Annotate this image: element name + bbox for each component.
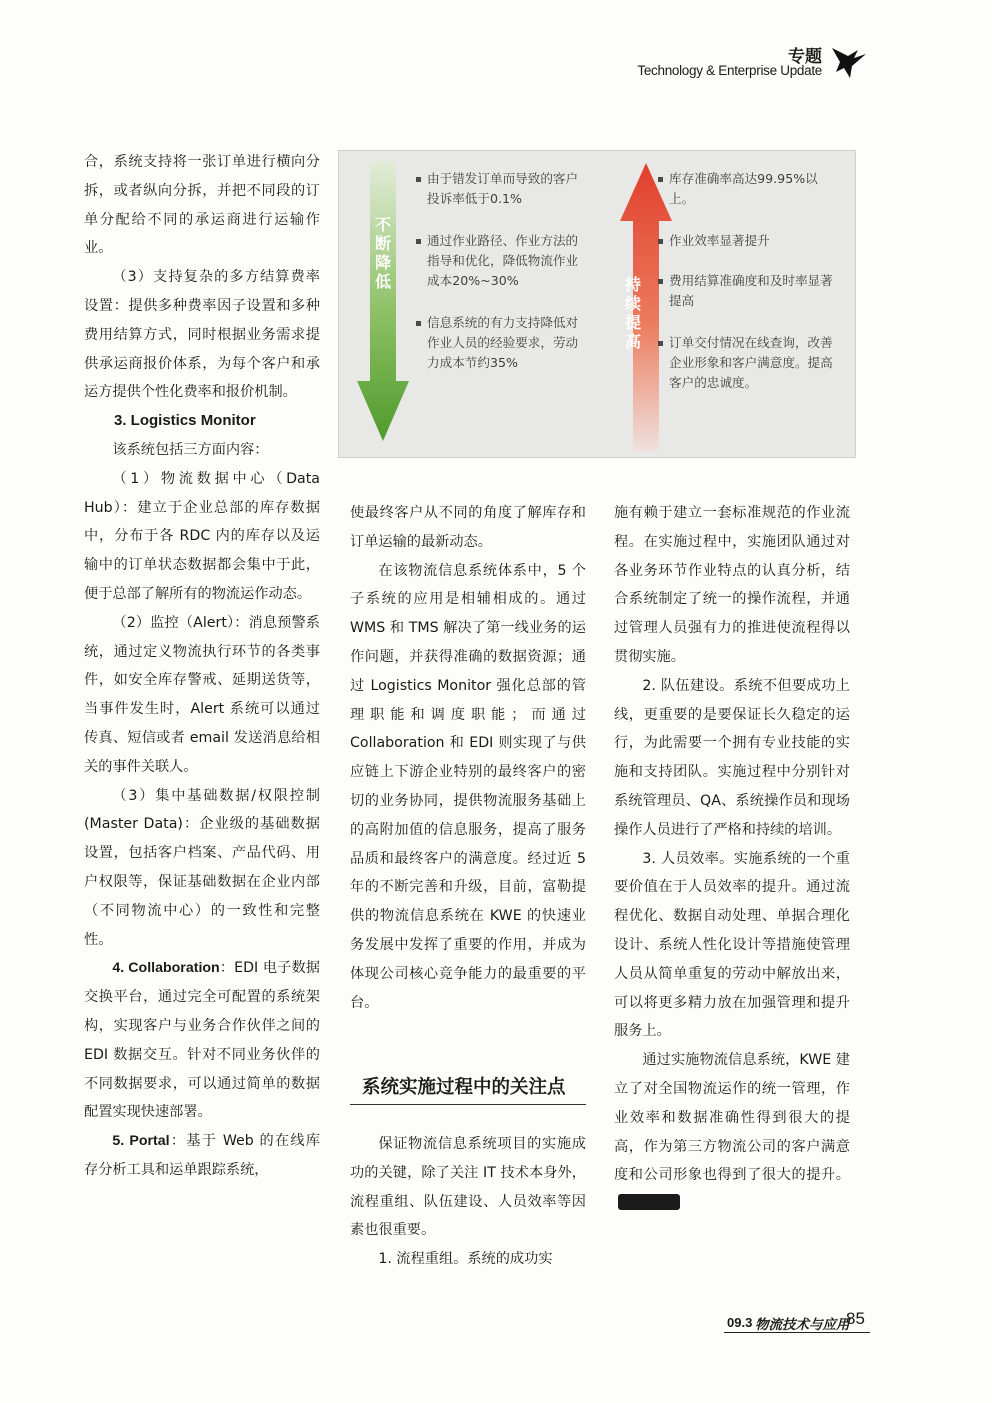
col1-heading-logistics-monitor: 3. Logistics Monitor (114, 412, 256, 430)
improvement-list (657, 169, 837, 413)
bullet-icon (657, 271, 665, 291)
bullet-icon (415, 231, 423, 251)
footer-rule (724, 1332, 870, 1333)
column-2 (350, 499, 586, 1017)
bullet-icon (415, 313, 423, 333)
col1-paragraph: 该系统包括三方面内容： (112, 441, 269, 458)
col3-paragraph: 施有赖于建立一套标准规范的作业流程。在实施过程中，实施团队通过对各业务环节作业特点的认真分析，结合系统制定了统一的操作流程，并通过管理人员强有力的推进使流程得以贯彻实施。 (614, 505, 850, 665)
footer-issue: 09.3 (727, 1315, 753, 1330)
section-title: 系统实施过程中的关注点 (362, 1077, 566, 1098)
list-item (415, 231, 589, 291)
left-arrow-label: 不断降低 (374, 215, 391, 291)
bullet-icon (657, 231, 665, 251)
bullet-icon (415, 169, 423, 189)
header-title: 专题 (788, 47, 822, 67)
right-arrow-label: 持续提高 (624, 275, 641, 351)
list-item (415, 169, 589, 209)
list-item-text: 由于错发订单而导致的客户投诉率低于0.1% (427, 171, 579, 206)
col1-paragraph-portal (84, 1127, 320, 1185)
col1-paragraph: （3）集中基础数据/权限控制(Master Data)：企业级的基础数据设置，包括客户档案、产品代码、用户权限等，保证基础数据在企业内部（不同物流中心）的一致性和完整性。 (84, 787, 320, 948)
col2-paragraph: 使最终客户从不同的角度了解库存和订单运输的最新动态。 (350, 505, 586, 550)
end-mark-icon (618, 1194, 680, 1210)
bullet-icon (657, 333, 665, 353)
footer-magazine: 物流技术与应用 (755, 1317, 850, 1333)
col3-paragraph: 2. 队伍建设。系统不但要成功上线，更重要的是要保证长久稳定的运行，为此需要一个拥有专业技能的实施和支持团队。实施过程中分别针对系统管理员、QA、系统操作员和现场操作人员进行了严格和持续的培训。 (614, 677, 850, 838)
col3-paragraph: 3. 人员效率。实施系统的一个重要价值在于人员效率的提升。通过流程优化、数据自动处理、单据合理化设计、系统人性化设计等措施使管理人员从简单重复的劳动中解放出来，可以将更多精力放在加强管理和提升服务上。 (614, 850, 850, 1040)
arrow-bird-logo-icon (828, 42, 868, 82)
list-item-text: 信息系统的有力支持降低对作业人员的经验要求，劳动力成本节约35% (427, 315, 579, 370)
column-2-continued (350, 1130, 586, 1274)
list-item-text: 通过作业路径、作业方法的指导和优化，降低物流作业成本20%~30% (427, 233, 579, 288)
col1-paragraph: （1）物流数据中心（Data Hub）：建立于企业总部的库存数据中，分布于各 RDC 内的库存以及运输中的订单状态数据都会集中于此，便于总部了解所有的物流运作动态。 (84, 470, 320, 602)
list-item (657, 231, 837, 251)
collaboration-text: ：EDI 电子数据交换平台，通过完全可配置的系统架构，实现客户与业务合作伙伴之间的 EDI 数据交互。针对不同业务伙伴的不同数据要求，可以通过简单的数据配置实现快速部署。 (84, 960, 320, 1121)
page-number: 85 (846, 1309, 865, 1328)
collaboration-label: 4. Collaboration (112, 960, 220, 977)
col1-paragraph-collaboration (84, 954, 320, 1127)
list-item-text: 作业效率显著提升 (669, 233, 770, 248)
list-item (415, 313, 589, 373)
col2-paragraph: 在该物流信息系统体系中，5 个子系统的应用是相辅相成的。通过 WMS 和 TMS 解决了第一线业务的运作问题，并获得准确的数据资源；通过 Logistics Monitor 强化总部的管理职能和调度职能；而通过 Collaboration 和 EDI 则实现了与供应链上下游企业特别的最终客户的密切的业务协同，提供物流服务基础上的高附加值的信息服务，提高了服务品质和最终客户的满意度。经过近 5 年的不断完善和升级，目前，富勒提供的物流信息系统在 KWE 的快速业务发展中发挥了重要的作用，并成为体现公司核心竞争能力的最重要的平台。 (350, 562, 586, 1011)
col2-paragraph: 1. 流程重组。系统的成功实 (378, 1251, 553, 1268)
list-item (657, 271, 837, 311)
list-item (657, 333, 837, 393)
reduction-list (415, 169, 589, 393)
column-1 (84, 148, 320, 1185)
col1-paragraph: （2）监控（Alert）：消息预警系统，通过定义物流执行环节的各类事件，如安全库存警戒、延期送货等，当事件发生时，Alert 系统可以通过传真、短信或者 email 发送消息给相关的事件关联人。 (84, 614, 320, 775)
section-title-rule (350, 1104, 586, 1105)
header-subtitle: Technology & Enterprise Update (637, 63, 822, 78)
portal-label: 5. Portal (112, 1133, 170, 1150)
col3-paragraph-final (614, 1046, 850, 1219)
col2-paragraph: 保证物流信息系统项目的实施成功的关键，除了关注 IT 技术本身外，流程重组、队伍建设、人员效率等因素也很重要。 (350, 1136, 586, 1239)
list-item (657, 169, 837, 209)
bullet-icon (657, 169, 665, 189)
portal-text: ：基于 Web 的在线库存分析工具和运单跟踪系统， (84, 1133, 320, 1178)
list-item-text: 费用结算准确度和及时率显著提高 (669, 273, 833, 308)
col1-paragraph: （3）支持复杂的多方结算费率设置：提供多种费率因子设置和多种费用结算方式，同时根据业务需求提供承运商报价体系，为每个客户和承运方提供个性化费率和报价机制。 (84, 269, 320, 401)
column-3 (614, 499, 850, 1219)
arrow-down-icon (357, 161, 409, 441)
list-item-text: 订单交付情况在线查询，改善企业形象和客户满意度。提高客户的忠诚度。 (669, 335, 833, 390)
col3-final-text: 通过实施物流信息系统，KWE 建立了对全国物流运作的统一管理，作业效率和数据准确性得到很大的提高，作为第三方物流公司的客户满意度和公司形象也得到了很大的提升。 (614, 1052, 850, 1184)
improvement-figure (338, 150, 856, 458)
list-item-text: 库存准确率高达99.95%以上。 (669, 171, 818, 206)
col1-paragraph: 合，系统支持将一张订单进行横向分拆，或者纵向分拆，并把不同段的订单分配给不同的承运商进行运输作业。 (84, 154, 320, 257)
